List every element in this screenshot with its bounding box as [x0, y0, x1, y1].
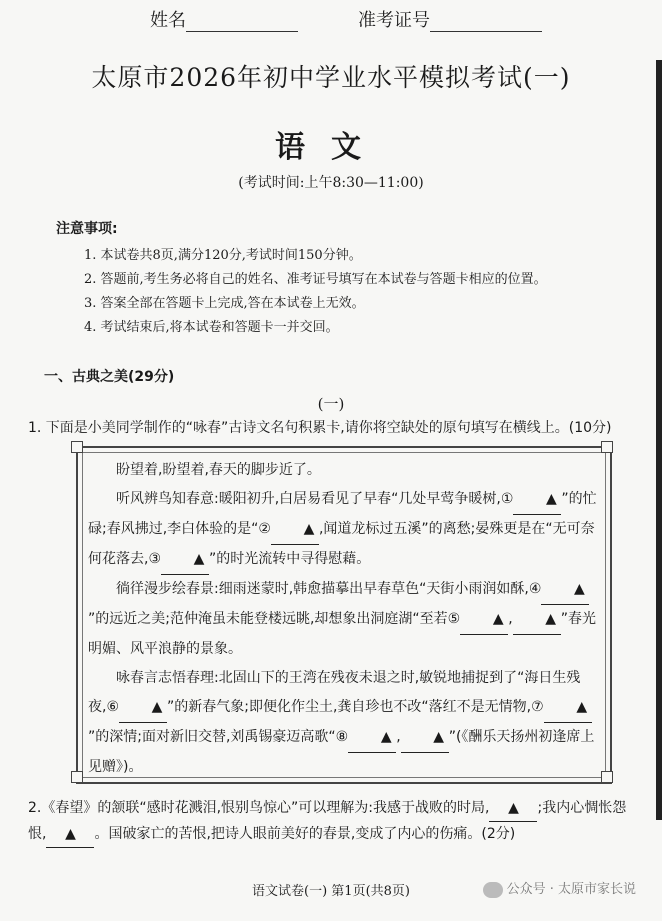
card-corner — [71, 771, 83, 783]
answer-blank: ▲ — [489, 796, 537, 822]
card-paragraph: 听风辨鸟知春意:暖阳初升,白居易看见了早春“几处早莺争暖树,① ▲ ”的忙碌;春风拂过,李白体验的是“② ▲ ,闻道龙标过五溪”的离愁;晏殊更是在“无可奈何花落去,③ ▲ ”的时光流转中寻得慰藉。 — [88, 485, 604, 575]
answer-blank: ▲ — [271, 515, 319, 545]
answer-blank: ▲ — [348, 723, 396, 753]
subject-title: 语文 — [275, 130, 387, 165]
answer-blank: ▲ — [401, 723, 449, 753]
answer-blank: ▲ — [161, 545, 209, 575]
name-label: 姓名 — [150, 10, 186, 31]
card-corner — [71, 441, 83, 453]
section-heading: 一、古典之美(29分) — [44, 369, 175, 385]
exam-time: (考试时间:上午8:30—11:00) — [238, 175, 424, 191]
answer-blank: ▲ — [46, 822, 94, 848]
note-item: 4. 考试结束后,将本试卷和答题卡一并交回。 — [84, 320, 339, 335]
card-paragraph: 咏春言志悟春理:北固山下的王湾在残夜未退之时,敏锐地捕捉到了“海日生残夜,⑥ ▲ ”的新春气象;即便化作尘土,龚自珍也不改“落红不是无情物,⑦ ▲”的深情;面对新旧交替,刘禹锡豪迈高歌“⑧ ▲ , ▲ ”(《酬乐天扬州初逢席上见赠》)。 — [88, 670, 595, 775]
watermark: 公众号 · 太原市家长说 — [483, 878, 636, 898]
answer-blank: ▲ — [513, 485, 561, 515]
answer-blank: ▲ — [119, 693, 167, 723]
answer-blank: ▲ — [541, 575, 589, 605]
answer-blank: ▲ — [460, 605, 508, 635]
exam-title: 太原市2026年初中学业水平模拟考试(一) — [91, 63, 571, 92]
note-item: 3. 答案全部在答题卡上完成,答在本试卷上无效。 — [84, 296, 365, 311]
scan-edge — [656, 60, 662, 820]
part-heading: (一) — [317, 395, 345, 413]
card-text — [88, 456, 604, 782]
note-item: 2. 答题前,考生务必将自己的姓名、准考证号填写在本试卷与答题卡相应的位置。 — [84, 272, 547, 287]
wechat-icon — [483, 882, 503, 898]
card-corner — [601, 441, 613, 453]
question-2: 2.《春望》的颔联“感时花溅泪,恨别鸟惊心”可以理解为:我感于战败的时局, ▲ ;我内心惆怅怨恨, ▲ 。国破家亡的苦恨,把诗人眼前美好的春景,变成了内心的伤痛。(2分) — [28, 796, 638, 848]
exam-id-underline — [430, 13, 542, 32]
exam-id-label: 准考证号 — [358, 10, 430, 31]
name-field — [150, 6, 298, 32]
exam-id-field — [358, 6, 542, 32]
question-1-prompt: 1. 下面是小美同学制作的“咏春”古诗文名句积累卡,请你将空缺处的原句填写在横线上。(10分) — [28, 420, 612, 436]
notes-heading: 注意事项: — [56, 221, 118, 237]
answer-blank: ▲ — [513, 605, 561, 635]
name-underline — [186, 13, 298, 32]
answer-blank: ▲ — [544, 693, 592, 723]
card-paragraph: 徜徉漫步绘春景:细雨迷蒙时,韩愈描摹出早春草色“天街小雨润如酥,④ ▲”的远近之美;范仲淹虽未能登楼远眺,却想象出洞庭湖“至若⑤ ▲ , ▲ ”春光明媚、风平浪静的景象。 — [88, 575, 604, 664]
card-paragraph: 盼望着,盼望着,春天的脚步近了。 — [116, 462, 321, 478]
note-item: 1. 本试卷共8页,满分120分,考试时间150分钟。 — [84, 248, 362, 263]
page-footer: 语文试卷(一) 第1页(共8页) — [252, 884, 410, 899]
